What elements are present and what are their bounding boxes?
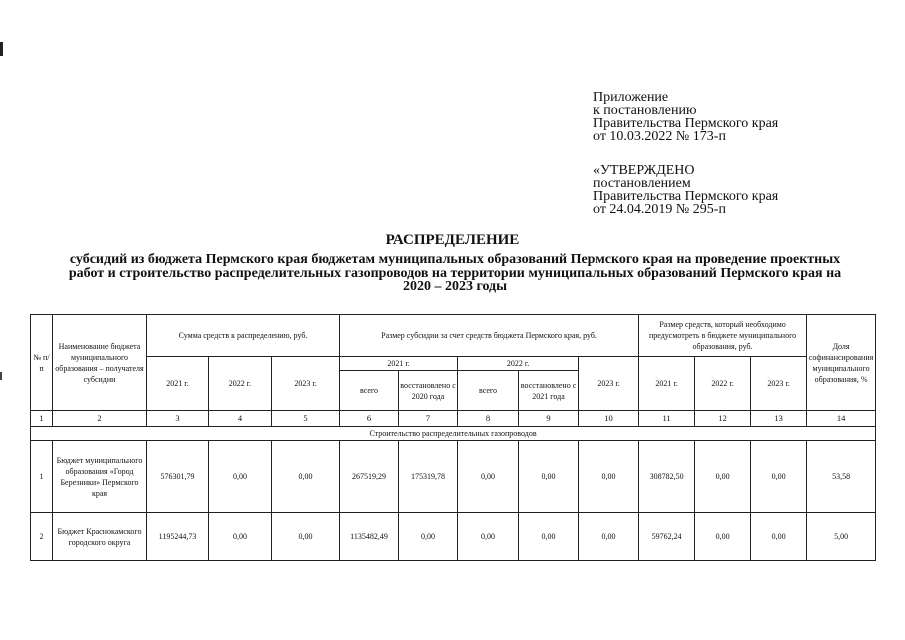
row-cell: 0,00	[458, 441, 519, 513]
distribution-table	[30, 314, 876, 561]
column-number: 5	[272, 411, 340, 427]
column-number: 9	[519, 411, 579, 427]
table-row	[31, 513, 876, 561]
row-cell: 0,00	[399, 513, 458, 561]
row-cell: 0,00	[209, 513, 272, 561]
row-cell: 1135482,49	[340, 513, 399, 561]
column-number: 12	[695, 411, 751, 427]
appendix-line: к постановлению	[593, 103, 697, 118]
muni-2021-header: 2021 г.	[639, 357, 695, 411]
approved-line: от 24.04.2019 № 295-п	[593, 202, 726, 217]
row-cell: 0,00	[579, 513, 639, 561]
column-number: 14	[807, 411, 876, 427]
approved-line: «УТВЕРЖДЕНО	[593, 163, 695, 178]
row-cell: 0,00	[519, 513, 579, 561]
muni-2022-header: 2022 г.	[695, 357, 751, 411]
column-number: 11	[639, 411, 695, 427]
subsidy-2022-header: 2022 г.	[458, 357, 579, 371]
column-number: 7	[399, 411, 458, 427]
row-cell: 175319,78	[399, 441, 458, 513]
section-title: Строительство распределительных газопроводов	[31, 427, 876, 441]
muni-2023-header: 2023 г.	[751, 357, 807, 411]
column-number: 1	[31, 411, 53, 427]
row-cell: 0,00	[751, 441, 807, 513]
row-num: 1	[31, 441, 53, 513]
sum-2022-header: 2022 г.	[209, 357, 272, 411]
header-row	[31, 357, 876, 371]
row-cell: 308782,50	[639, 441, 695, 513]
share-header: Доля софинансирования муниципального образования, %	[807, 315, 876, 411]
approved-line: постановлением	[593, 176, 691, 191]
row-cell: 0,00	[579, 441, 639, 513]
appendix-line: Правительства Пермского края	[593, 116, 779, 131]
subsidy-2022-total-header: всего	[458, 371, 519, 411]
col-num-header: № п/п	[31, 315, 53, 411]
table-row	[31, 441, 876, 513]
col-name-header: Наименование бюджета муниципального образования – получателя субсидии	[53, 315, 147, 411]
column-number: 3	[147, 411, 209, 427]
sum-2021-header: 2021 г.	[147, 357, 209, 411]
row-cell: 0,00	[751, 513, 807, 561]
column-number: 13	[751, 411, 807, 427]
section-row	[31, 427, 876, 441]
row-cell: 0,00	[519, 441, 579, 513]
row-cell: 576301,79	[147, 441, 209, 513]
row-cell: 0,00	[272, 513, 340, 561]
sum-group-header: Сумма средств к распределению, руб.	[147, 315, 340, 357]
subsidy-2022-restored-header: восстановлено с 2021 года	[519, 371, 579, 411]
sum-2023-header: 2023 г.	[272, 357, 340, 411]
approved-block	[593, 164, 778, 216]
muni-group-header: Размер средств, который необходимо предусмотреть в бюджете муниципального образования, руб.	[639, 315, 807, 357]
subsidy-2021-header: 2021 г.	[340, 357, 458, 371]
document-subtitle: субсидий из бюджета Пермского края бюджетам муниципальных образований Пермского края на проведение проектных работ и строительство распределительных газопроводов на территории муниципальных образований Пермского края на 2020 – 2023 годы	[68, 252, 842, 294]
column-number: 10	[579, 411, 639, 427]
row-cell: 0,00	[209, 441, 272, 513]
row-cell: 53,58	[807, 441, 876, 513]
column-number: 6	[340, 411, 399, 427]
approved-line: Правительства Пермского края	[593, 189, 779, 204]
column-number: 4	[209, 411, 272, 427]
row-cell: 0,00	[695, 513, 751, 561]
row-cell: 0,00	[272, 441, 340, 513]
scan-edge-mark	[0, 372, 2, 380]
document-title: РАСПРЕДЕЛЕНИЕ	[385, 232, 520, 248]
appendix-line: Приложение	[593, 90, 669, 105]
header-row	[31, 315, 876, 357]
row-name: Бюджет Краснокамского городского округа	[53, 513, 147, 561]
subsidy-group-header: Размер субсидии за счет средств бюджета Пермского края, руб.	[340, 315, 639, 357]
column-number: 8	[458, 411, 519, 427]
row-cell: 267519,29	[340, 441, 399, 513]
row-cell: 5,00	[807, 513, 876, 561]
column-number-row	[31, 411, 876, 427]
row-cell: 0,00	[458, 513, 519, 561]
subsidy-2021-restored-header: восстановлено с 2020 года	[399, 371, 458, 411]
row-num: 2	[31, 513, 53, 561]
row-cell: 0,00	[695, 441, 751, 513]
column-number: 2	[53, 411, 147, 427]
appendix-block	[593, 91, 778, 143]
appendix-line: от 10.03.2022 № 173-п	[593, 129, 726, 144]
scan-edge-mark	[0, 42, 3, 56]
subsidy-2021-total-header: всего	[340, 371, 399, 411]
row-name: Бюджет муниципального образования «Город Березники» Пермского края	[53, 441, 147, 513]
row-cell: 1195244,73	[147, 513, 209, 561]
subsidy-2023-header: 2023 г.	[579, 357, 639, 411]
row-cell: 59762,24	[639, 513, 695, 561]
